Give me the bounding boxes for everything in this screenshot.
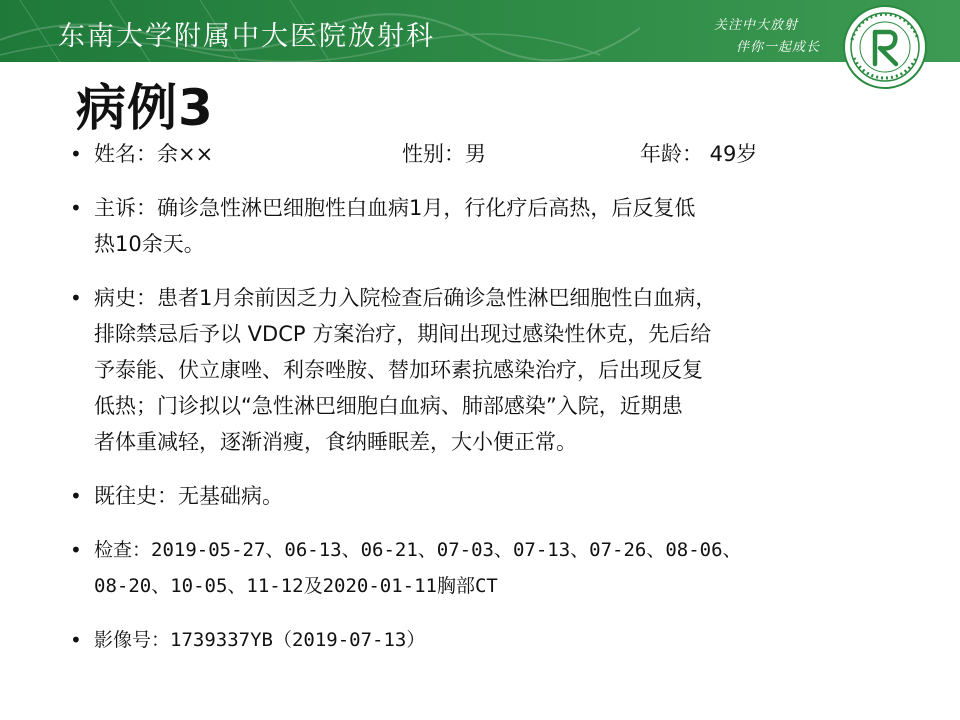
bullet-examinations [70,532,920,604]
history-line-1: 病史：患者1月余前因乏力入院检查后确诊急性淋巴细胞性白血病， [94,286,717,310]
history-line-2: 排除禁忌后予以 VDCP 方案治疗，期间出现过感染性休克，先后给 [94,322,712,346]
bullet-icon: • [70,628,82,652]
complaint-line-2: 热10余天。 [94,232,205,256]
slogan-line-1: 关注中大放射 [714,18,799,33]
history-line-3: 予泰能、伏立康唑、利奈唑胺、替加环素抗感染治疗，后出现反复 [94,358,703,382]
bullet-icon: • [70,484,82,508]
bullet-image-number [70,622,920,658]
case-details [70,136,920,658]
image-number-text: 影像号：1739337YB（2019-07-13） [94,629,426,651]
patient-age: 年龄： 49岁 [640,142,758,166]
history-line-4: 低热；门诊拟以“急性淋巴细胞白血病、肺部感染”入院，近期患 [94,394,683,418]
patient-name: 姓名：余×× [94,142,214,166]
bullet-icon: • [70,286,82,310]
bullet-icon: • [70,538,82,562]
bullet-past-history [70,478,920,514]
header-title: 东南大学附属中大医院放射科 [58,21,435,52]
history-line-5: 者体重减轻，逐渐消瘦，食纳睡眠差，大小便正常。 [94,430,577,454]
bullet-icon: • [70,142,82,166]
complaint-line-1: 主诉：确诊急性淋巴细胞性白血病1月，行化疗后高热，后反复低 [94,196,696,220]
past-history-text: 既往史：无基础病。 [94,484,283,508]
patient-sex: 性别：男 [402,142,486,166]
slide-title: 病例3 [76,79,214,137]
header-band [0,0,960,62]
bullet-medical-history [70,280,920,460]
bullet-patient-info [70,136,920,172]
slogan-line-2: 伴你一起成长 [736,40,821,55]
exam-line-1: 检查：2019-05-27、06-13、06-21、07-03、07-13、07-26、08-06、 [94,539,742,561]
hospital-radiology-logo-icon [842,4,928,90]
exam-line-2: 08-20、10-05、11-12及2020-01-11胸部CT [94,575,498,597]
bullet-chief-complaint [70,190,920,262]
bullet-icon: • [70,196,82,220]
